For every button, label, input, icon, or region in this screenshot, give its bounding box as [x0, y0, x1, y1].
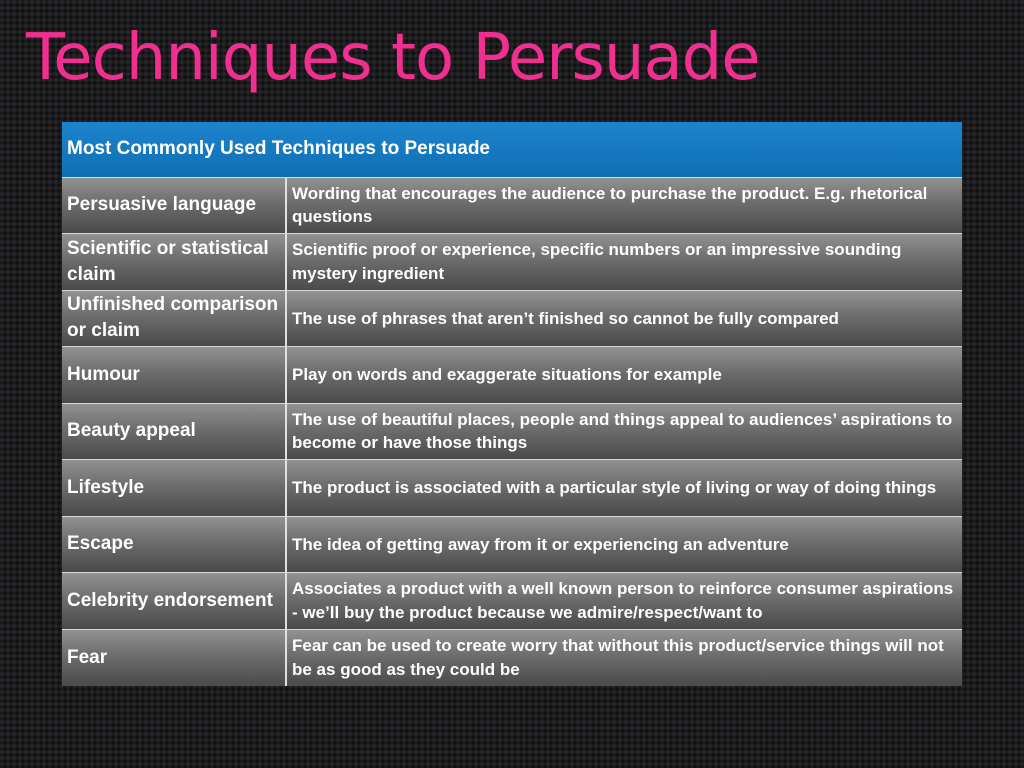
technique-description: The product is associated with a particular style of living or way of doing things [292, 478, 937, 497]
technique-name: Humour [62, 347, 287, 403]
table-row [62, 347, 962, 404]
table-row [62, 291, 962, 348]
technique-description: Fear can be used to create worry that without this product/service things will not be as good as they could be [292, 636, 944, 679]
table-row [62, 517, 962, 574]
technique-name: Celebrity endorsement [62, 573, 287, 629]
table-row [62, 234, 962, 291]
techniques-table [62, 122, 962, 686]
technique-description: Play on words and exaggerate situations for example [292, 365, 722, 384]
technique-description: Scientific proof or experience, specific numbers or an impressive sounding mystery ingredient [292, 240, 902, 283]
technique-description: The use of phrases that aren’t finished so cannot be fully compared [292, 308, 839, 328]
table-body [62, 178, 962, 687]
technique-description: Wording that encourages the audience to purchase the product. E.g. rhetorical questions [292, 183, 928, 227]
technique-name: Lifestyle [62, 460, 287, 516]
technique-name: Escape [62, 517, 287, 573]
table-header: Most Commonly Used Techniques to Persuade [62, 122, 962, 178]
technique-name: Fear [62, 630, 287, 687]
table-row [62, 630, 962, 687]
technique-description: Associates a product with a well known person to reinforce consumer aspirations - we’ll buy the product because we admire/respect/want to [292, 579, 954, 622]
slide-title: Techniques to Persuade [26, 21, 760, 95]
technique-name: Beauty appeal [62, 404, 287, 460]
technique-description: The use of beautiful places, people and things appeal to audiences’ aspirations to become or have those things [292, 409, 953, 453]
technique-name: Unfinished comparison or claim [62, 291, 287, 347]
table-row [62, 178, 962, 235]
technique-description: The idea of getting away from it or experiencing an adventure [292, 534, 789, 554]
table-row [62, 404, 962, 461]
technique-name: Scientific or statistical claim [62, 234, 287, 290]
technique-name: Persuasive language [62, 178, 287, 234]
table-row [62, 573, 962, 630]
table-row [62, 460, 962, 517]
